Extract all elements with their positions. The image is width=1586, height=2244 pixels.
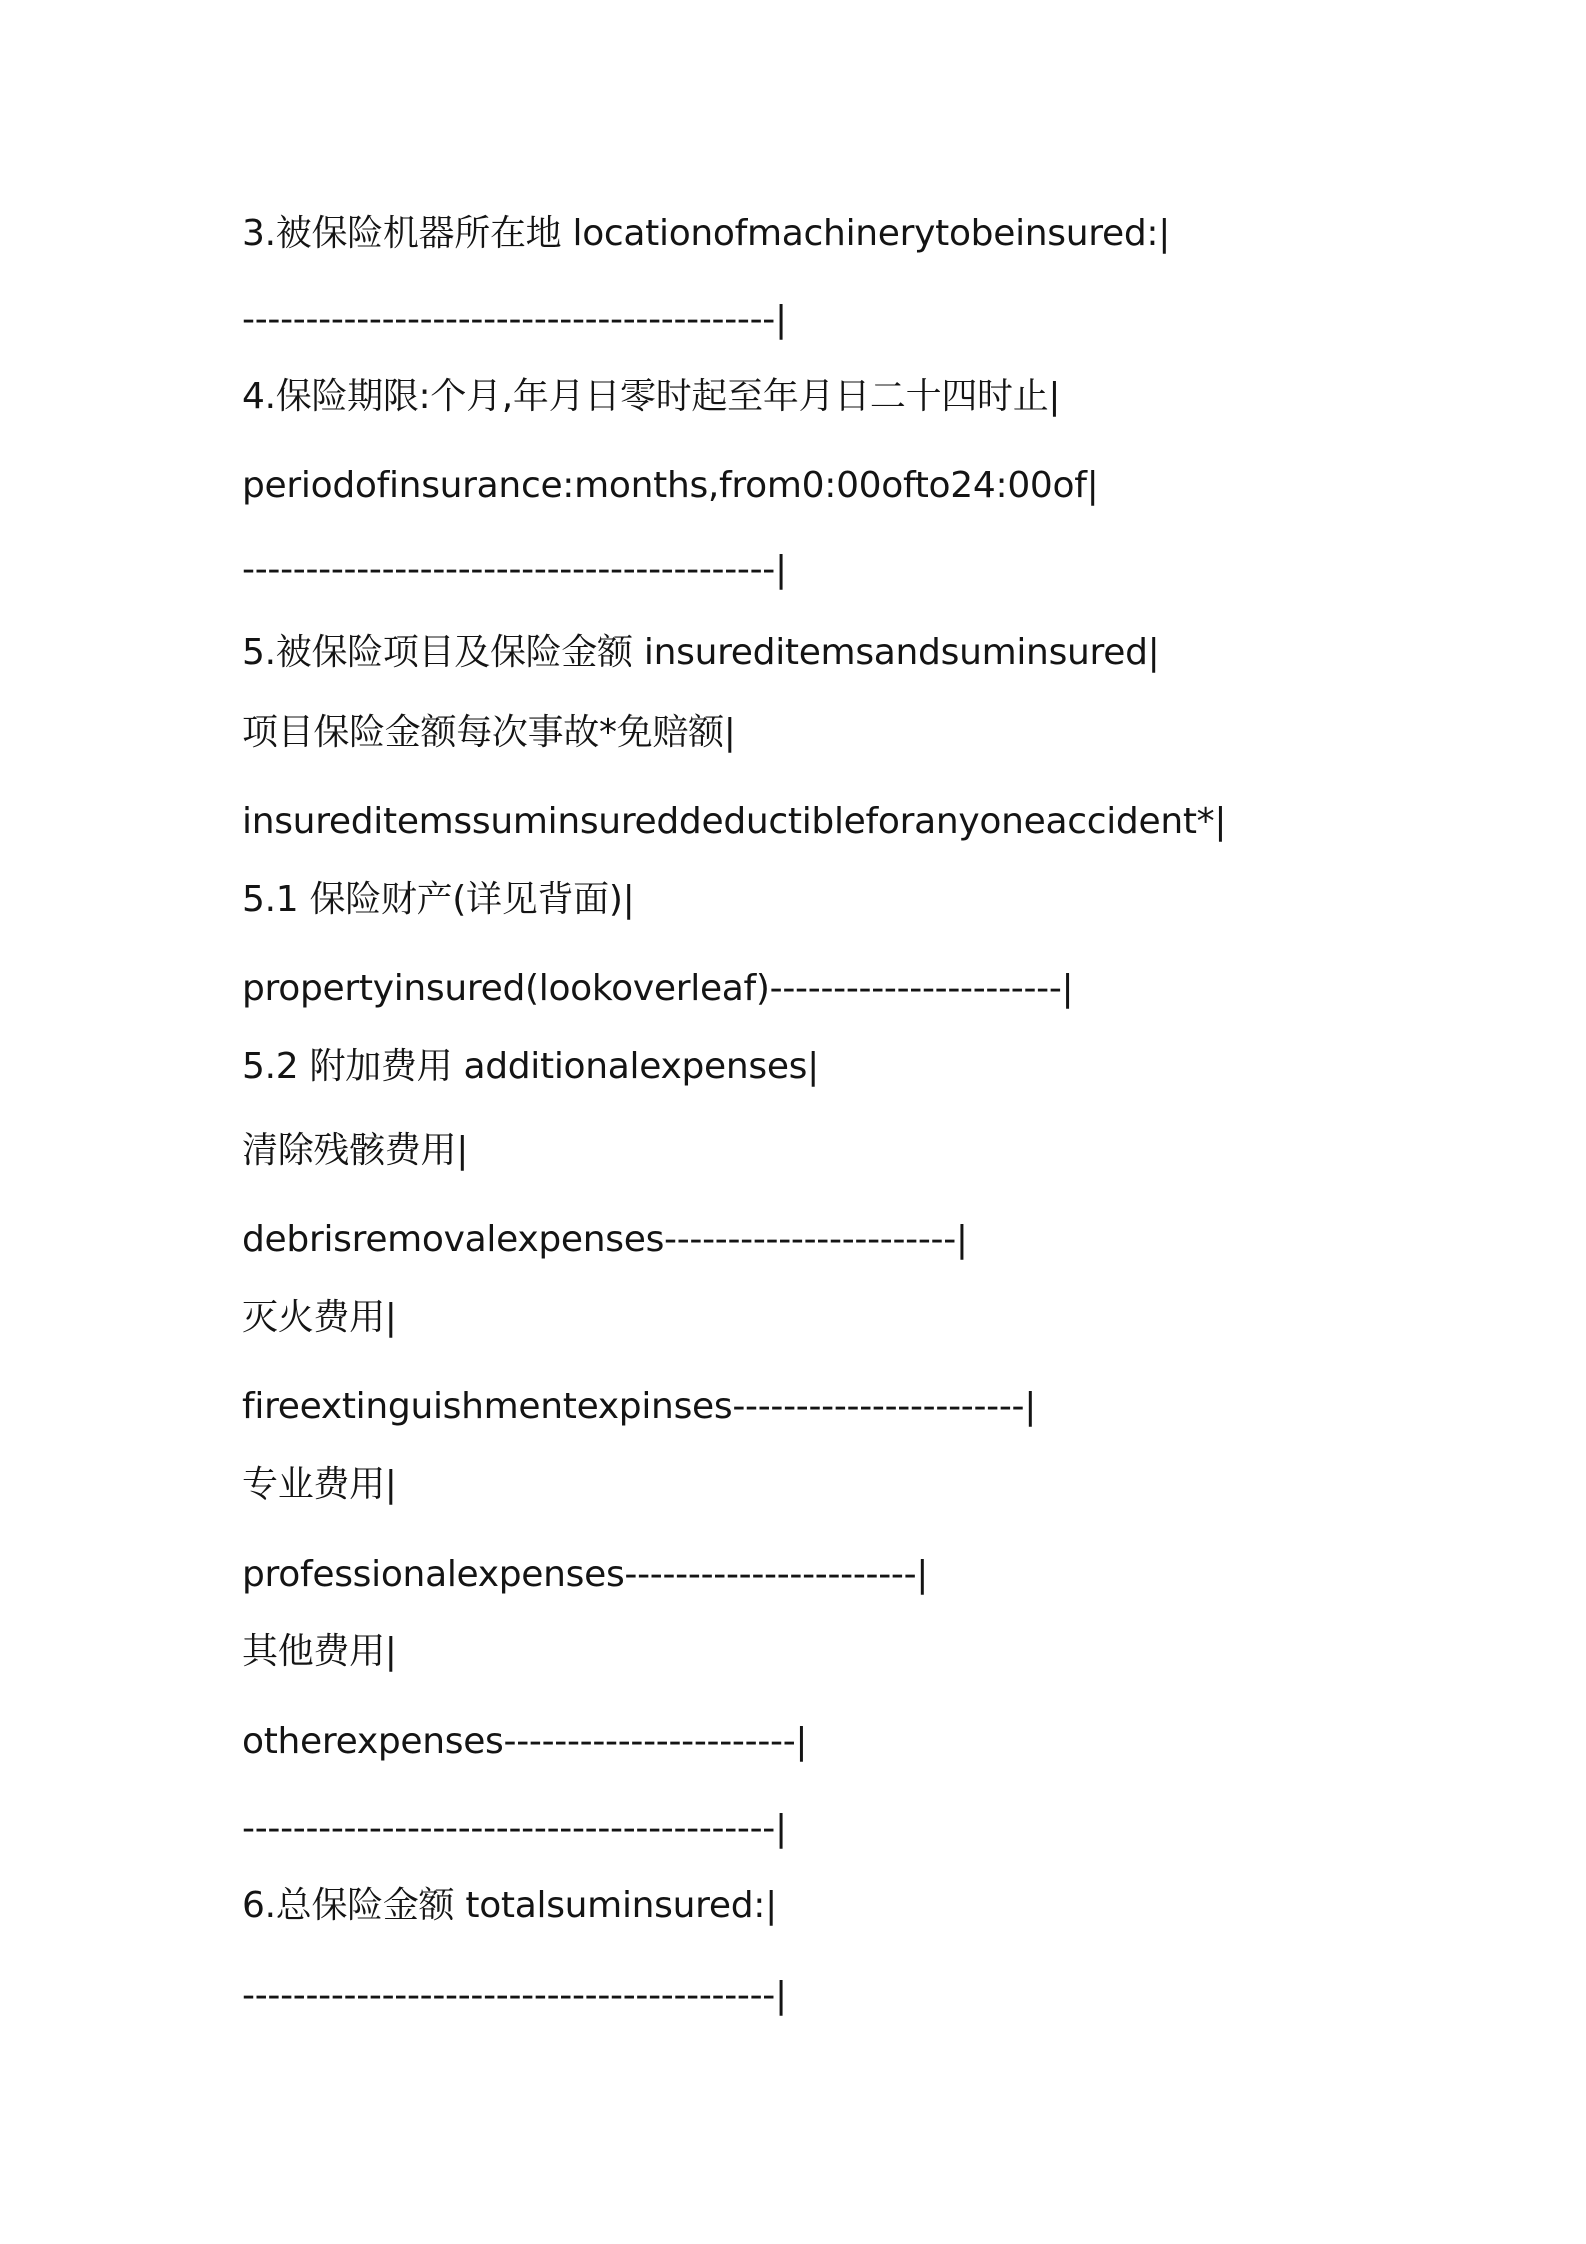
line-separator: ------------------------------------------| [242,1808,787,1849]
line-separator: ------------------------------------------| [242,1975,787,2016]
line-other-en: otherexpenses-----------------------| [242,1721,808,1762]
line-separator: ------------------------------------------| [242,299,787,340]
line-other-cn: 其他费用| [242,1631,397,1672]
line-debris-removal-cn: 清除残骸费用| [242,1130,469,1171]
line-items-columns-cn: 项目保险金额每次事故*免赔额| [242,712,736,753]
line-debris-removal-en: debrisremovalexpenses-----------------------| [242,1219,968,1260]
line-professional-cn: 专业费用| [242,1464,397,1505]
line-insured-items-heading: 5.被保险项目及保险金额 insureditemsandsuminsured| [242,632,1160,673]
line-professional-en: professionalexpenses-----------------------| [242,1554,929,1595]
line-fire-extinguishment-cn: 灭火费用| [242,1297,397,1338]
line-property-insured-en: propertyinsured(lookoverleaf)-----------------------| [242,968,1074,1009]
line-additional-expenses: 5.2 附加费用 additionalexpenses| [242,1046,819,1087]
line-separator: ------------------------------------------| [242,549,787,590]
line-insurance-period-en: periodofinsurance:months,from0:00ofto24:00of| [242,465,1099,506]
line-total-sum-insured: 6.总保险金额 totalsuminsured:| [242,1885,777,1926]
line-property-insured-cn: 5.1 保险财产(详见背面)| [242,879,635,920]
line-fire-extinguishment-en: fireextinguishmentexpinses-----------------------| [242,1386,1037,1427]
line-machinery-location: 3.被保险机器所在地 locationofmachinerytobeinsured:| [242,213,1171,254]
line-insurance-period-cn: 4.保险期限:个月,年月日零时起至年月日二十四时止| [242,376,1061,417]
line-items-columns-en: insureditemssuminsureddeductibleforanyoneaccident*| [242,801,1227,842]
